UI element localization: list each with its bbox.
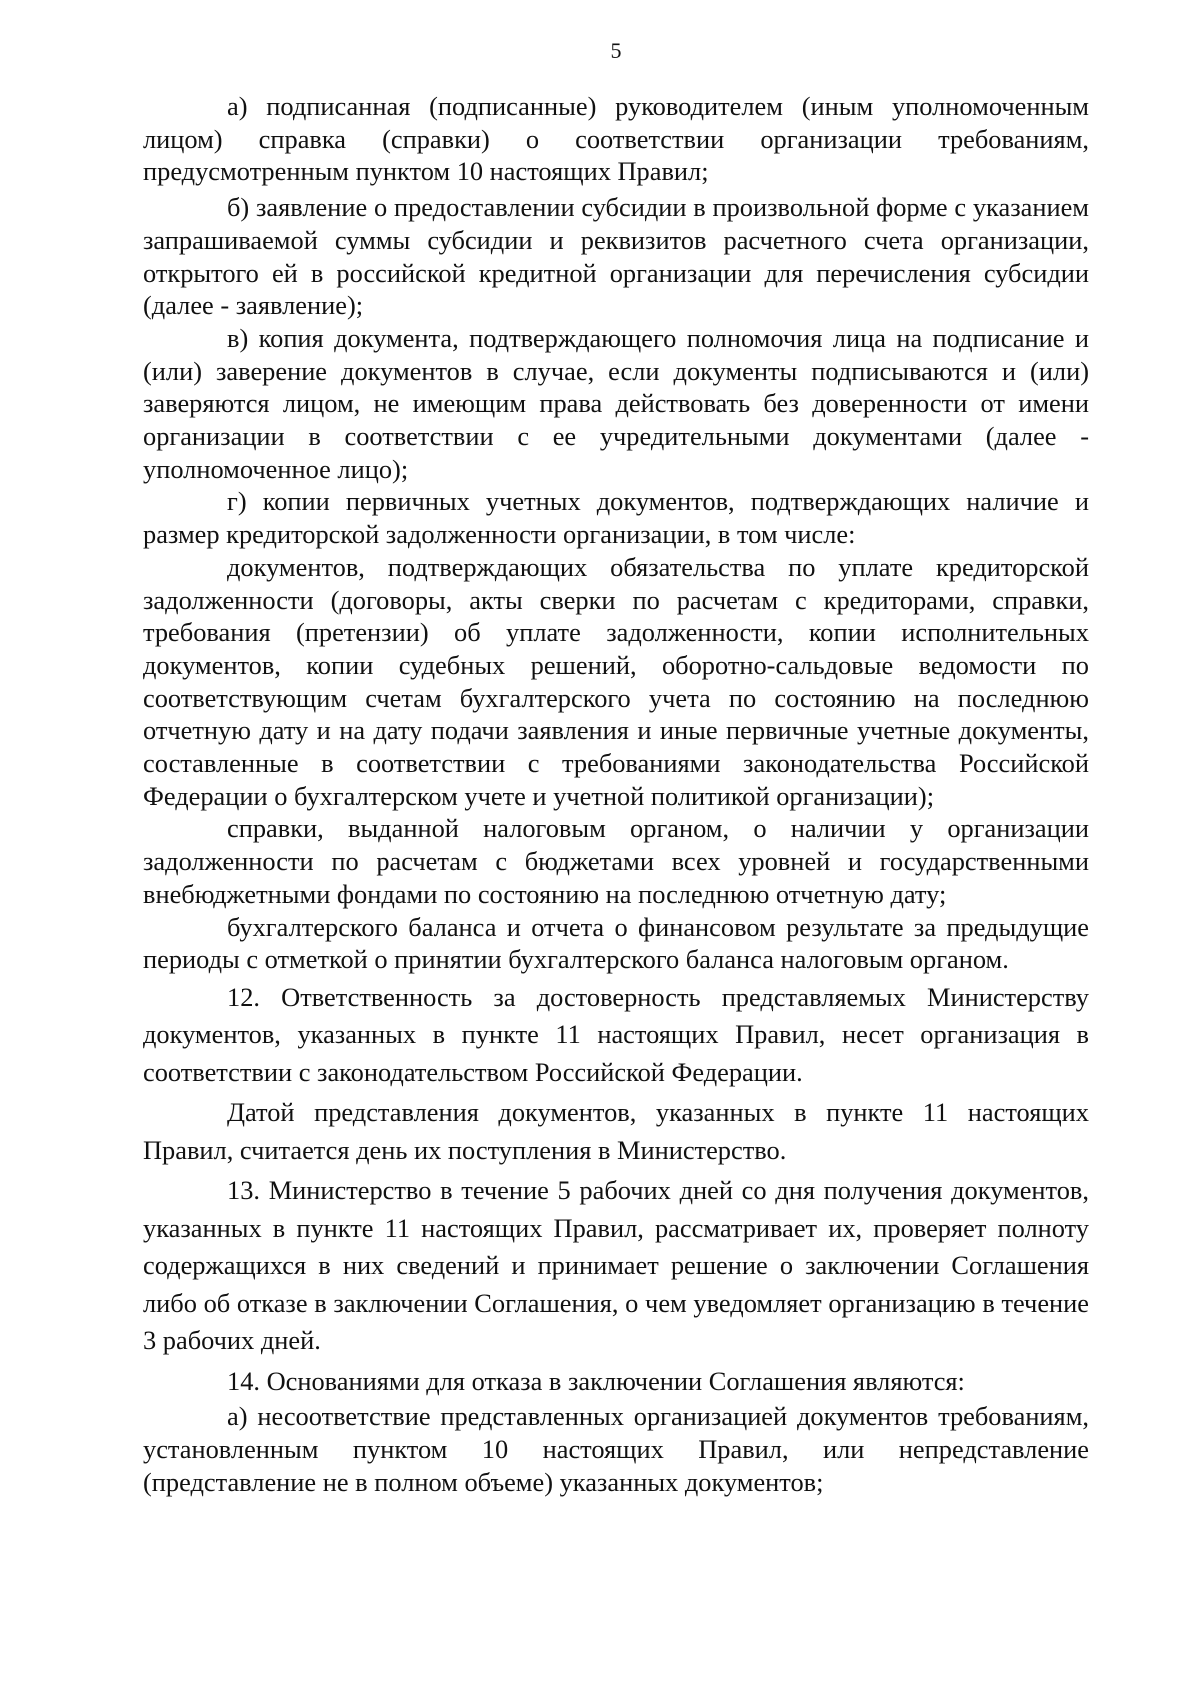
paragraph-11g-balance-sheet: бухгалтерского баланса и отчета о финансовом результате за предыдущие периоды с отметкой о принятии бухгалтерского баланса налоговым органом. [143, 911, 1089, 975]
document-body [143, 90, 1089, 1499]
paragraph-12-date: Датой представления документов, указанных в пункте 11 настоящих Правил, считается день их поступления в Министерство. [143, 1097, 1089, 1165]
paragraph-11g-tax-certificate: справки, выданной налоговым органом, о наличии у организации задолженности по расчетам с бюджетами всех уровней и государственными внебюджетными фондами по состоянию на последнюю отчетную дату; [143, 813, 1089, 909]
paragraph-11g-documents: документов, подтверждающих обязательства по уплате кредиторской задолженности (договоры, акты сверки по расчетам с кредиторами, справки, требования (претензии) об уплате задолженности, копии исполнительных документов, копии судебных решений, оборотно-сальдовые ведомости по соответствующим счетам бухгалтерского учета по состоянию на последнюю отчетную дату и на дату подачи заявления и иные первичные учетные документы, составленные в соответствии с требованиями законодательства Российской Федерации о бухгалтерском учете и учетной политикой организации); [143, 551, 1089, 811]
paragraph-14: 14. Основаниями для отказа в заключении Соглашения являются: [227, 1365, 965, 1396]
paragraph-13: 13. Министерство в течение 5 рабочих дней со дня получения документов, указанных в пункте 11 настоящих Правил, рассматривает их, проверяет полноту содержащихся в них сведений и принимает решение о заключении Соглашения либо об отказе в заключении Соглашения, о чем уведомляет организацию в течение 3 рабочих дней. [143, 1175, 1089, 1356]
paragraph-11b: б) заявление о предоставлении субсидии в произвольной форме с указанием запрашиваемой суммы субсидии и реквизитов расчетного счета организации, открытого ей в российской кредитной организации для перечисления субсидии (далее - заявление); [143, 192, 1089, 321]
paragraph-12: 12. Ответственность за достоверность представляемых Министерству документов, указанных в пункте 11 настоящих Правил, несет организация в соответствии с законодательством Российской Федерации. [143, 981, 1089, 1087]
paragraph-11v: в) копия документа, подтверждающего полномочия лица на подписание и (или) заверение документов в случае, если документы подписываются и (или) заверяются лицом, не имеющим права действовать без доверенности от имени организации в соответствии с ее учредительными документами (далее - уполномоченное лицо); [143, 322, 1089, 484]
paragraph-11a: а) подписанная (подписанные) руководителем (иным уполномоченным лицом) справка (справки) о соответствии организации требованиям, предусмотренным пунктом 10 настоящих Правил; [143, 91, 1089, 187]
page-number: 5 [610, 38, 622, 63]
paragraph-11g: г) копии первичных учетных документов, подтверждающих наличие и размер кредиторской задолженности организации, в том числе: [143, 486, 1089, 550]
paragraph-14a: а) несоответствие представленных организацией документов требованиям, установленным пунктом 10 настоящих Правил, или непредставление (представление не в полном объеме) указанных документов; [143, 1401, 1089, 1497]
